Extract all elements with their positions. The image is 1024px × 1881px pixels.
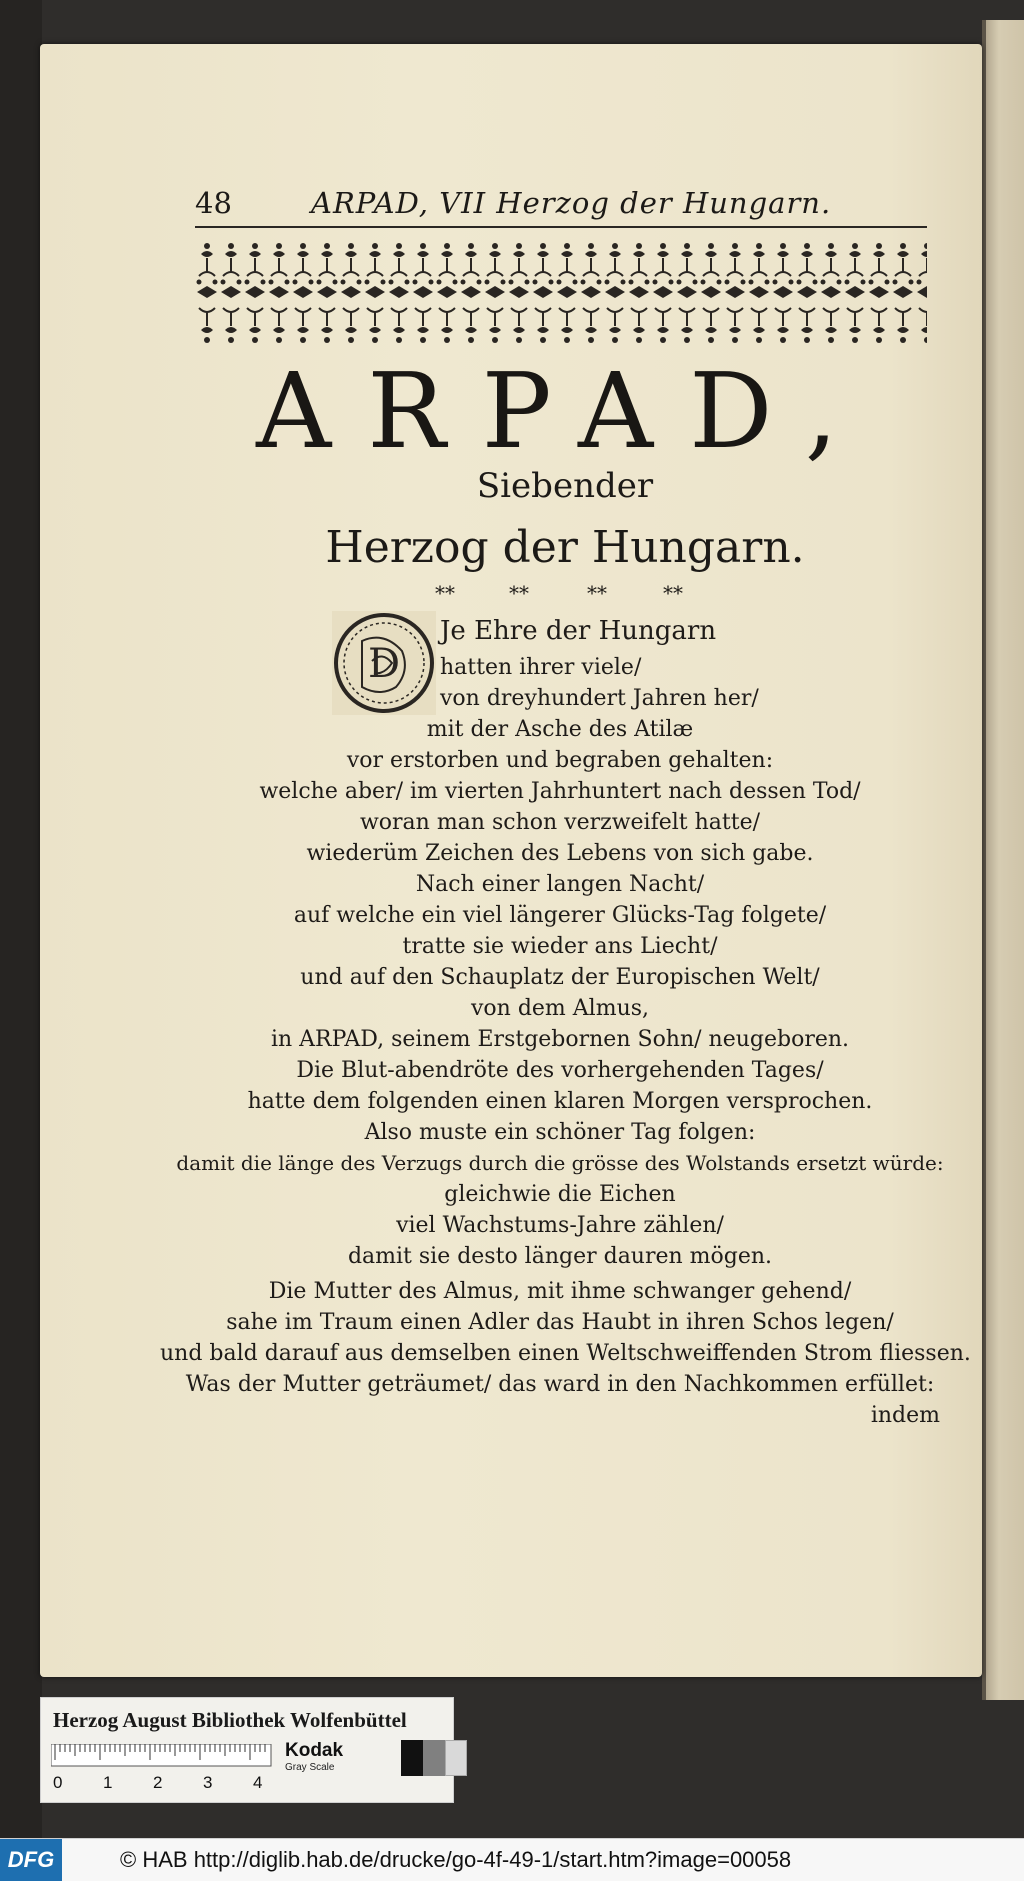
gray-scale-target <box>285 1740 435 1778</box>
text-line: vor erstorben und begraben gehalten: <box>346 748 774 773</box>
ruler-tick-label: 0 <box>53 1773 63 1792</box>
text-line: Was der Mutter geträumet/ das ward in den Nachkommen erfüllet: <box>185 1372 935 1397</box>
header-rule <box>195 226 927 228</box>
text-line: hatten ihrer viele/ <box>440 655 642 680</box>
black-swatch <box>401 1740 423 1776</box>
chapter-subtitle-2: Herzog der Hungarn. <box>325 522 805 573</box>
star-ornaments <box>425 582 725 604</box>
ruler <box>51 1744 281 1794</box>
star-ornament: ** <box>663 582 683 604</box>
decorated-initial <box>332 611 436 715</box>
gray-swatch <box>423 1740 445 1776</box>
text-line: tratte sie wieder ans Liecht/ <box>402 934 718 959</box>
chapter-title: ARPAD, <box>256 350 874 472</box>
light-swatch <box>445 1740 467 1776</box>
chapter-subtitle: Siebender <box>476 466 654 506</box>
catchword: indem <box>870 1403 940 1428</box>
star-ornament: ** <box>587 582 607 604</box>
text-line: wiederüm Zeichen des Lebens von sich gabe. <box>306 841 814 866</box>
permalink[interactable]: http://diglib.hab.de/drucke/go-4f-49-1/start.htm?image=00058 <box>193 1847 792 1872</box>
text-line: und auf den Schauplatz der Europischen Welt/ <box>300 965 820 990</box>
text-line: Je Ehre der Hungarn <box>440 616 717 646</box>
copyright-credit <box>120 1847 791 1873</box>
copyright-text: © HAB <box>120 1847 188 1872</box>
color-calibration-bar <box>40 1697 454 1803</box>
text-line: von dem Almus, <box>470 996 650 1021</box>
star-ornament: ** <box>435 582 455 604</box>
text-line: damit die länge des Verzugs durch die grösse des Wolstands ersetzt würde: <box>176 1151 944 1175</box>
text-line: Also muste ein schöner Tag folgen: <box>364 1120 756 1145</box>
adjacent-page-edge <box>982 20 1024 1700</box>
text-line: Nach einer langen Nacht/ <box>415 872 705 897</box>
footer-bar <box>0 1838 1024 1881</box>
page-number: 48 <box>195 186 232 220</box>
running-header <box>195 186 925 224</box>
gray-scale-label: Gray Scale <box>285 1762 335 1773</box>
ruler-tick-label: 3 <box>203 1773 213 1792</box>
text-line: Die Mutter des Almus, mit ihme schwanger gehend/ <box>268 1279 852 1304</box>
text-line: welche aber/ im vierten Jahrhuntert nach dessen Tod/ <box>259 779 861 804</box>
text-line: viel Wachstums-Jahre zählen/ <box>396 1213 724 1238</box>
ruler-tick-label: 4 <box>253 1773 263 1792</box>
ruler-tick-label: 2 <box>153 1773 163 1792</box>
text-line: sahe im Traum einen Adler das Haubt in ihren Schos legen/ <box>226 1310 894 1335</box>
kodak-brand: Kodak <box>285 1740 344 1761</box>
ornamental-border <box>195 238 927 346</box>
library-name: Herzog August Bibliothek Wolfenbüttel <box>53 1708 407 1732</box>
scan-background <box>0 0 42 1838</box>
dfg-logo[interactable]: DFG <box>0 1839 62 1881</box>
text-line: auf welche ein viel längerer Glücks-Tag folgete/ <box>293 903 827 928</box>
text-line: von dreyhundert Jahren her/ <box>440 686 759 711</box>
text-line: und bald darauf aus demselben einen Weltschweiffenden Strom fliessen. <box>160 1341 971 1366</box>
text-line: hatte dem folgenden einen klaren Morgen versprochen. <box>247 1089 873 1114</box>
star-ornament: ** <box>509 582 529 604</box>
initial-letter: D <box>367 641 401 687</box>
text-line: gleichwie die Eichen <box>444 1182 676 1207</box>
text-line: damit sie desto länger dauren mögen. <box>347 1244 773 1269</box>
text-line: in ARPAD, seinem Erstgebornen Sohn/ neugeboren. <box>270 1027 850 1052</box>
ruler-tick-label: 1 <box>103 1773 113 1792</box>
text-line: woran man schon verzweifelt hatte/ <box>359 810 761 835</box>
text-line: mit der Asche des Atilæ <box>426 717 694 742</box>
text-line: Die Blut-abendröte des vorhergehenden Tages/ <box>296 1058 824 1083</box>
running-title: ARPAD, VII Herzog der Hungarn. <box>311 186 832 220</box>
